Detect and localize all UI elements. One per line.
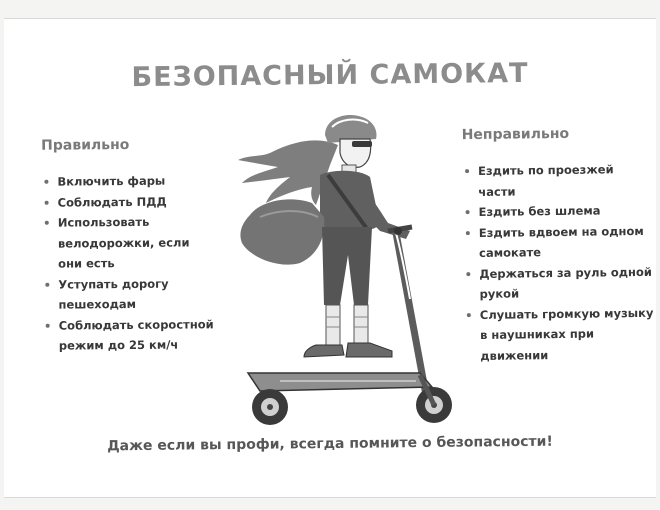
incorrect-heading: Неправильно [461, 125, 570, 144]
incorrect-item: Ездить без шлема [462, 200, 652, 223]
person-riding-scooter-icon [220, 105, 470, 435]
correct-list [41, 170, 218, 356]
incorrect-item: Ездить по проезжей части [462, 159, 652, 202]
correct-column [41, 136, 218, 356]
correct-item: Использовать велодорожки, если они есть [42, 211, 218, 274]
incorrect-list [462, 159, 654, 366]
incorrect-item: Слушать громкую музыку в наушниках при движении [464, 302, 655, 366]
incorrect-item: Ездить вдвоем на одном самокате [463, 220, 653, 263]
safety-reminder: Даже если вы профи, всегда помните о безопасности! [107, 433, 553, 455]
incorrect-item: Держаться за руль одной рукой [463, 261, 653, 304]
correct-item: Включить фары [41, 170, 216, 192]
poster-title: БЕЗОПАСНЫЙ САМОКАТ [131, 57, 529, 94]
correct-item: Соблюдать ПДД [42, 191, 217, 213]
correct-item: Соблюдать скоростной режим до 25 км/ч [43, 314, 218, 357]
incorrect-column [462, 125, 655, 366]
correct-heading: Правильно [41, 136, 130, 154]
correct-item: Уступать дорогу пешеходам [42, 273, 217, 316]
